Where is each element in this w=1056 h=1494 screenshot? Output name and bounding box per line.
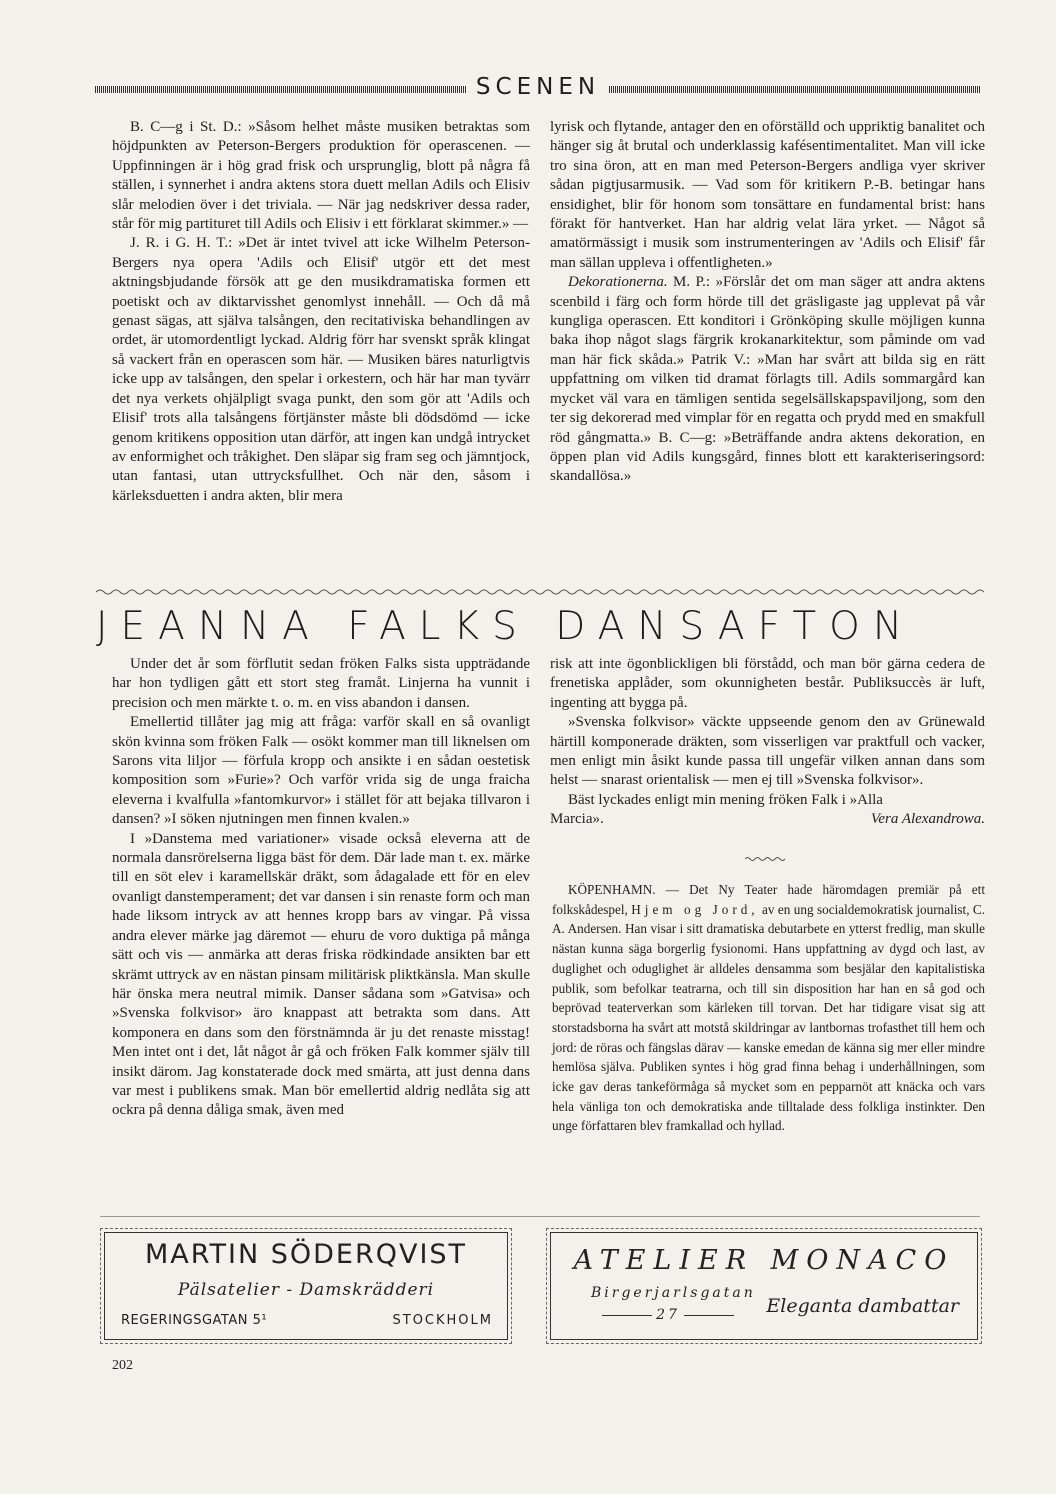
play-title: Hjem og Jord,	[631, 901, 759, 917]
ad-street: REGERINGSGATAN 5¹	[121, 1313, 268, 1328]
page-number: 202	[112, 1358, 133, 1373]
article-paragraph: Emellertid tillåter jag mig att fråga: varför skall en så ovanligt skön kvinna som fröken Falk — osökt kommer man till liknelsen om Sarons vita liljor — förfula kropp och ansikte i en sådan oestetisk komposition som »Furie»? Och varför vrida sig de unga fraicha eleverna i kvalfulla »fantomkurvor» i stället för att bejaka tillvaron i dansen? »I söken njutningen men finnen kvalen.»	[112, 714, 530, 828]
subheading-decor: Dekorationerna.	[568, 274, 668, 291]
notice-text-2: av en ung socialdemokratisk journalist, C. A. Andersen. Han visar i sitt dramatiska debutarbete en ytterst fredlig, man skulle nästan kunna säga borgerlig fysionomi. Hans uppfattning av dygd och last, av duglighet och oduglighet är alldeles densamma som besjälar den kapitalistiska publik, som befolkar teatrarna, och till sin disposition har han en så god och beprövad teaterverkan som kärleken till torvan. Det har tidigare visat sig att storstadsborna ha svårt att motstå skildringar av lantbornas trofasthet till hem och jord: de röras och fängslas därav — kanske emedan de känna sig mer eller mindre hemlösa själva. Publiken syntes i hög grad finna behag i underhållningen, som icke gav deras tankeförmåga så mycket som en pepparnöt att knäcka och vars hela vänliga ton och demokratiska ande tilltalade dess folkliga instinkter. Den unge författaren blev framkallad och hyllad.	[552, 901, 986, 1134]
running-header	[95, 74, 981, 102]
signature-row	[550, 810, 985, 829]
article-paragraph: »Svenska folkvisor» väckte uppseende genom den av Grünewald härtill komponerade dräkten, som visserligen var praktfull och vacker, men enligt min åsikt kunde passa till ungefär vilken annan dans som helst — snarast orientalisk — men ej till »Svenska folkvisor».	[550, 714, 985, 789]
article-column-right	[550, 655, 985, 830]
ad-city: STOCKHOLM	[392, 1313, 493, 1328]
ad-street-number: 27	[593, 1307, 743, 1323]
article-column-left	[112, 655, 530, 1121]
review-quote: B. C—g i St. D.: »Såsom helhet måste musiken betraktas som höjdpunkten av Peterson-Bergers produktion för operascenen. — Uppfinningen är i hög grad frisk och ursprunglig, blott på några få ställen, i synnerhet i andra aktens stora duett mellan Adils och Elisiv slår melodien över i det triviala. — När jag nedskriver dessa rader, står för mig partituret till Adils och Elisiv i ett förklarat skimmer.» —	[112, 119, 530, 233]
author-signature: Vera Alexandrowa.	[870, 811, 985, 828]
article-paragraph: Bäst lyckades enligt min mening fröken Falk i »Alla	[568, 791, 883, 808]
review-column-left	[112, 118, 530, 506]
article-paragraph: I »Danstema med variationer» visade också eleverna att de normala dansrörelserna ligga bäst för dem. Där lade man t. ex. märke till en söt elev i karamellskär dräkt, som ådagalade ett för en elev ovanligt danstemperament; det var dansen i sin renaste form och man hade liksom intryck av att hennes kropp bars av vingar. På vissa andra elever märke jag däremot — ehuru de voro duktiga på många sätt och vis — anmärka att deras friska rödkindade ansikten bar ett skrämt uttryck av en nästan pinsam militärisk pliktkänsla. Man skulle här önska mera neutral mimik. Danser sådana som »Gatvisa» och »Svenska folkvisor» äro knappast att betrakta som dans. Att komponera en dans som den förstnämnda är ju det renaste misstag! Men intet ont i det, låt något år gå och fröken Falk kommer själv till insikt därom. Jag konstaterade dock med smärta, att just denna dans var mest i publikens smak. Man bör emellertid aldrig nedlåta sig att ockra på denna dåliga smak, även med	[112, 830, 530, 1119]
notice-paragraph	[552, 880, 985, 1136]
squiggle-divider	[745, 856, 785, 862]
review-quote: lyrisk och flytande, antager den en oförställd och uppriktig banalitet och hänger sig åt brutal och underklassig kafésentimentalitet. Man vill icke tro sina öron, att en man med Peterson-Bergers andliga vyer skriver sådan pigtjusarmusik. — Vad som för kritikern P.-B. betingar hans ensidighet, blir för honom som tonsättare en fundamental brist: hans förakt för hantverket. Han har aldrig velat lära yrket. — Något så amatörmässigt i musik som instrumenteringen av 'Adils och Elisif' får man sällan uppleva i offentligheten.»	[550, 119, 985, 271]
wavy-divider	[96, 588, 984, 596]
article-headline: JEANNA FALKS DANSAFTON	[96, 604, 916, 649]
header-rule-left	[95, 86, 467, 93]
ad-company-name: MARTIN SÖDERQVIST	[144, 1239, 468, 1270]
article-paragraph: Under det år som förflutit sedan fröken Falks sista uppträdande har hon tydligen gått ett stort steg framåt. Linjerna ha vunnit i precision och men märkte t. o. m. en viss abandon i dansen.	[112, 656, 530, 711]
ad-subtitle: Pälsatelier - Damskrädderi	[177, 1280, 435, 1300]
ad-company-name: ATELIER MONACO	[573, 1245, 955, 1276]
review-column-right	[550, 118, 985, 487]
advertisement-martin-soderqvist	[104, 1232, 508, 1340]
ads-divider	[100, 1216, 980, 1217]
closing-words: Marcia».	[550, 811, 604, 828]
ad-tagline: Eleganta dambattar	[766, 1295, 959, 1317]
section-title: SCENEN	[475, 74, 601, 100]
review-quote: J. R. i G. H. T.: »Det är intet tvivel att icke Wilhelm Peterson-Bergers nya opera 'Adils och Elisif' utgör ett det mest aktningsbjudande försök att ge den musikdramatiska formen ett poetiskt och av diktarvisshet genomlyst innehåll. — Och då må genast sägas, att själva talsången, den recitativiska behandlingen av ordet, är utomordentligt lyckad. Aldrig förr har svenskt språk klingat så vackert från en operascen som här. — Musiken bäres naturligtvis icke upp av talsången, den spelar i orkestern, och här har man tyvärr det nya verkets ohjälpligt svaga punkt, den som gör att 'Adils och Elisif' trots alla talsångens förtjänster måste bli dödsdömd — icke genom kritikens opposition utan därför, att ingen kan undgå intrycket av enformighet och tråkighet. Den släpar sig fram seg och jämntjock, utan fantasi, utan uttrycksfullhet. Och när den, såsom i kärleksduetten i andra akten, blir mera	[112, 235, 530, 504]
notice-text-1: KÖPENHAMN. — Det Ny Teater hade häromdagen premiär på ett folkskådespel,	[552, 882, 985, 917]
advertisement-atelier-monaco	[550, 1232, 978, 1340]
review-quote-text: M. P.: »Förslår det om man säger att andra aktens scenbild i färg och form hörde till det gräsligaste jag upplevat på vår kungliga operascen. Ett konditori i Grönköping skulle möjligen kunna baka ihop något slags färgrik krokanarkitektur, som påminde om vad man här fick skåda.» Patrik V.: »Man har svårt att bilda sig en rätt uppfattning om vilken tid dramat förlagts till. Adils sommargård kan mycket väl vara en tämligen sentida segelsällskapspaviljong, som den ter sig dekorerad med vimplar för en regatta och prydd med en smakfull röd gångmatta.» B. C—g: »Beträffande andra aktens dekoration, en öppen plan vid Adils kungsgård, finnes blott ett karakteriseringsord: skandallösa.»	[550, 274, 985, 485]
article-paragraph: risk att inte ögonblickligen bli förstådd, och man bör gärna cedera de frenetiska applåder, som okunnigheten består. Publiksuccès är luft, ingenting att bygga på.	[550, 656, 985, 711]
ad-street: Birgerjarlsgatan	[591, 1285, 756, 1301]
header-rule-right	[609, 86, 981, 93]
review-quote-decor	[550, 273, 985, 486]
copenhagen-notice	[552, 880, 985, 1136]
